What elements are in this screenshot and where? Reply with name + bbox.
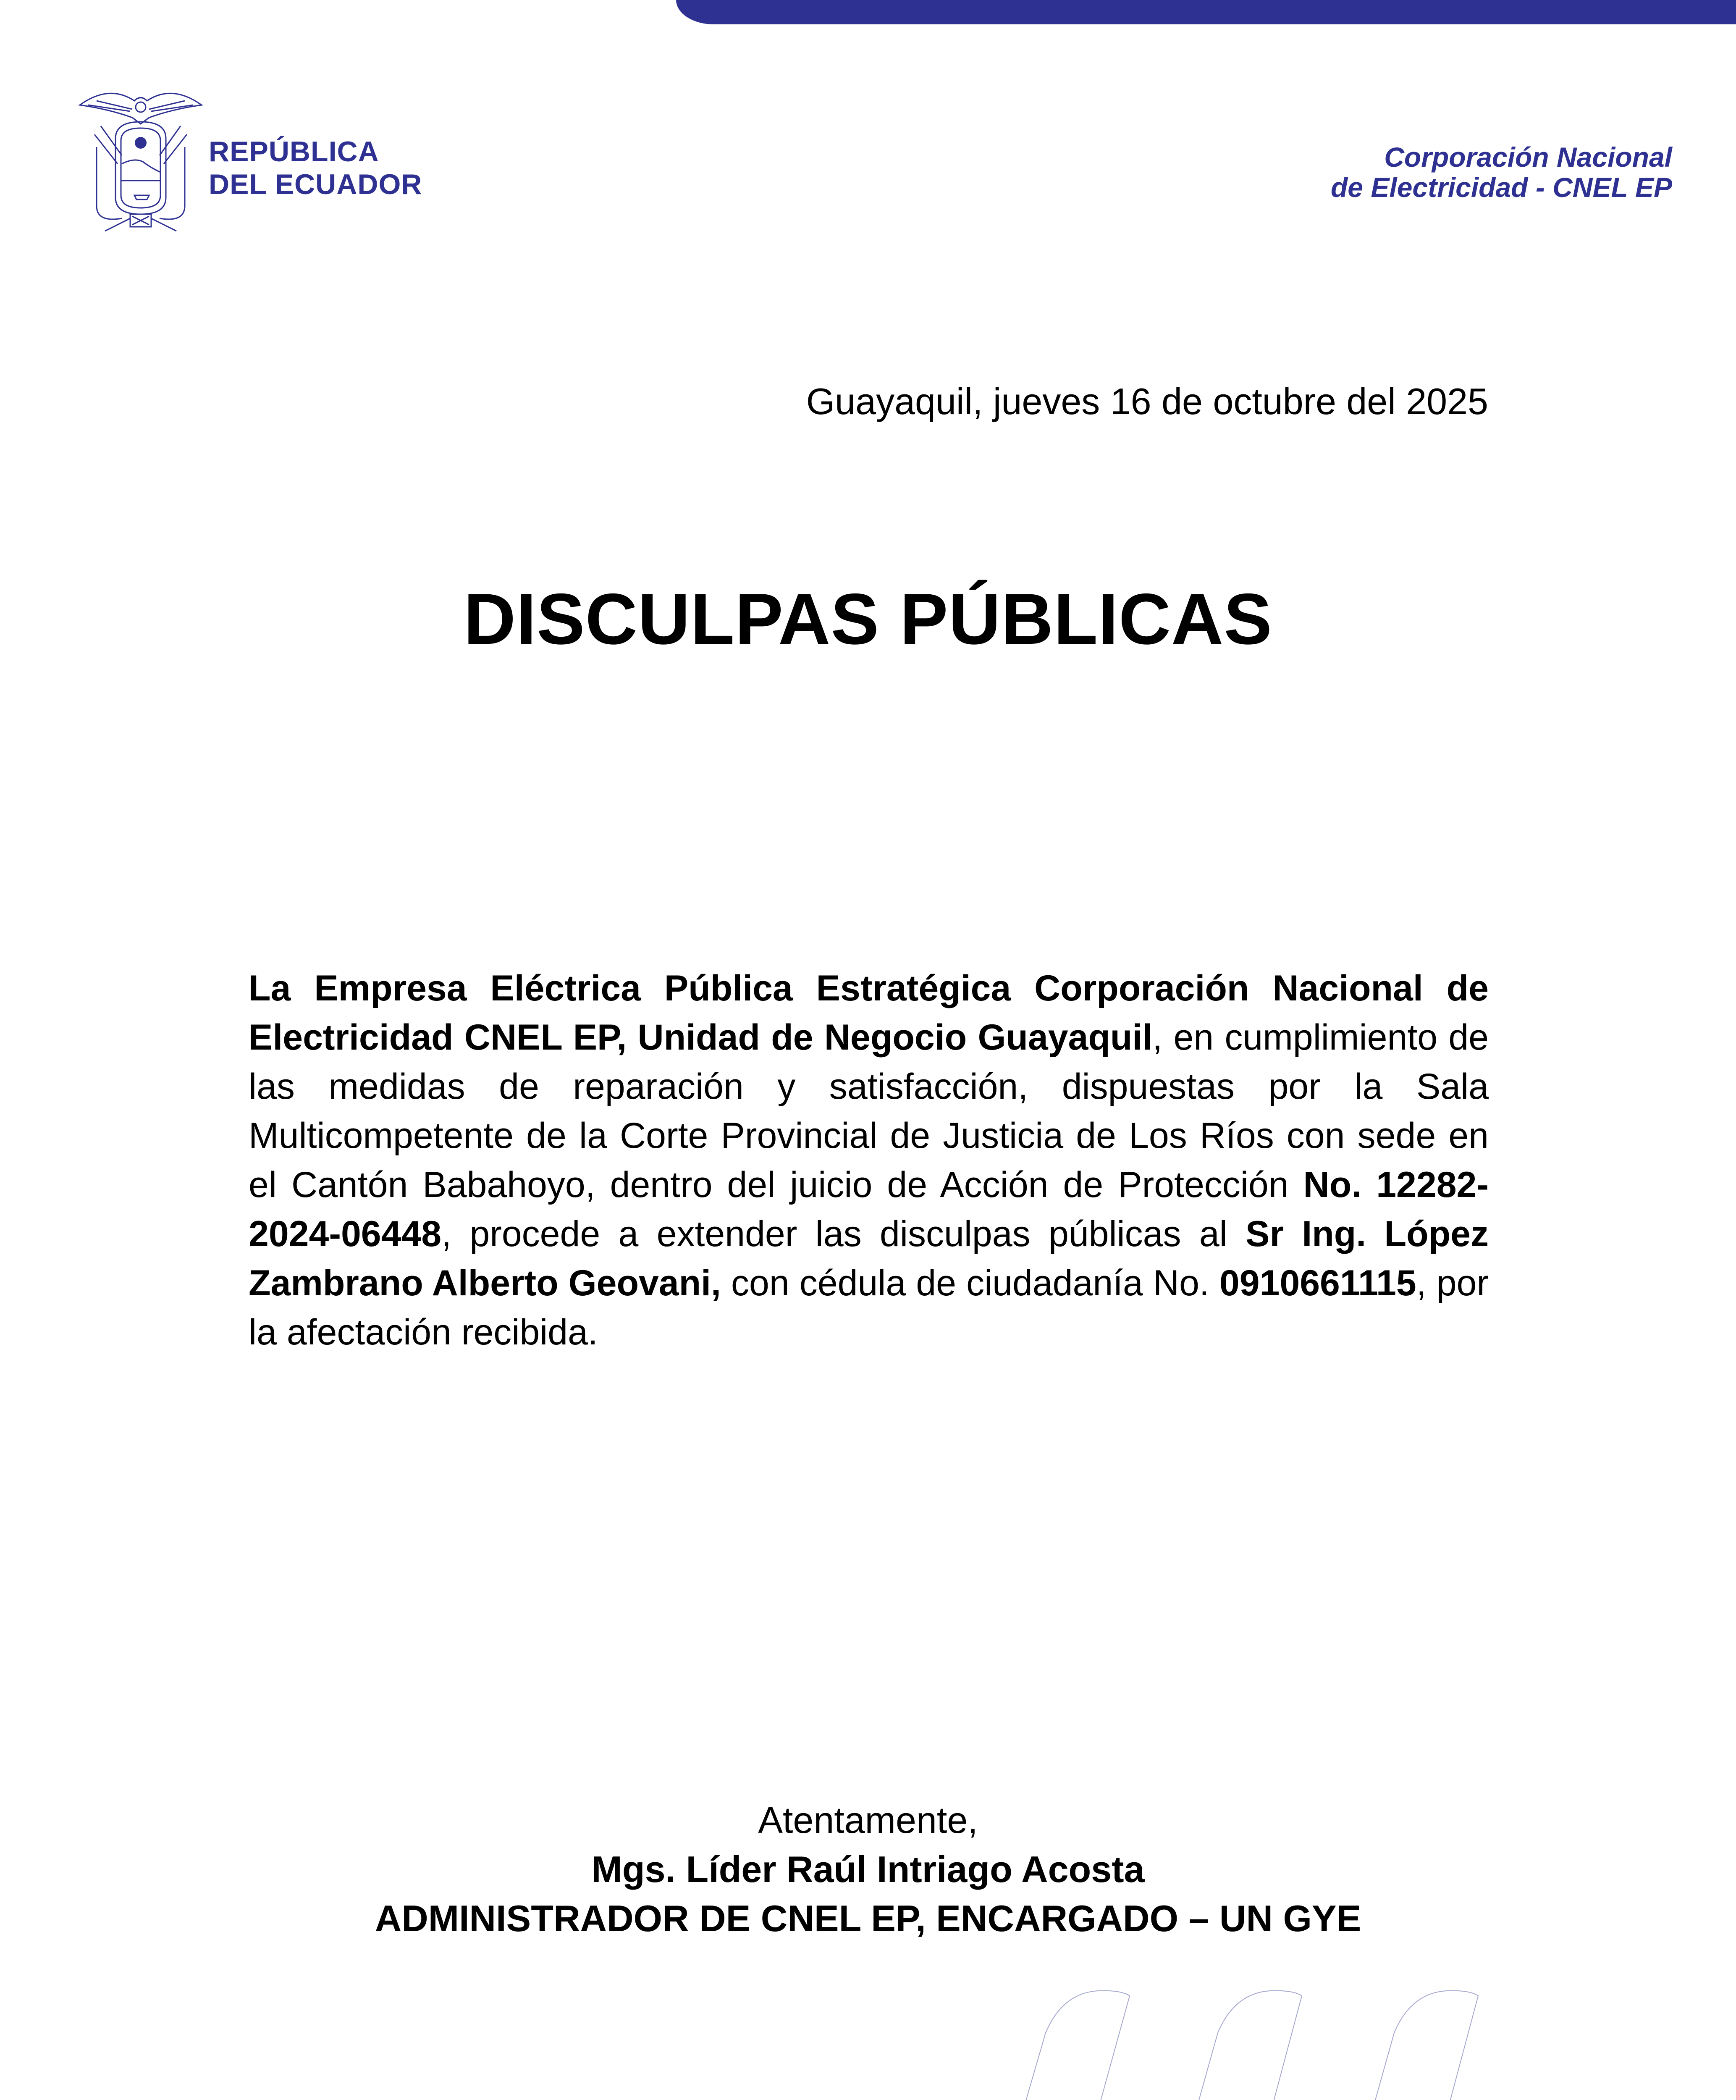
- letter-date: Guayaquil, jueves 16 de octubre del 2025: [806, 381, 1488, 422]
- signer-name: Mgs. Líder Raúl Intriago Acosta: [591, 1848, 1145, 1890]
- republica-del-ecuador-logo-text: [209, 135, 422, 201]
- header-accent-bar: [676, 0, 1736, 24]
- signature-block: [0, 1796, 1736, 1943]
- body-text-4: , por la afectación recibida.: [249, 1263, 1489, 1352]
- body-bold-case-number: No. 12282-2024-06448: [249, 1165, 1489, 1254]
- signer-title: ADMINISTRADOR DE CNEL EP, ENCARGADO – UN GYE: [375, 1898, 1361, 1939]
- coat-of-arms-icon: [71, 80, 210, 239]
- closing-text: Atentamente,: [758, 1799, 978, 1841]
- body-bold-recipient: Sr Ing. López Zambrano Alberto Geovani,: [249, 1214, 1489, 1303]
- body-bold-entity: La Empresa Eléctrica Pública Estratégica Corporación Nacional de Electricidad CNEL EP, Unidad de Negocio Guayaquil: [249, 968, 1489, 1058]
- decorative-arc-lines: [924, 1974, 1736, 2100]
- body-text-2: , procede a extender las disculpas públicas al: [441, 1214, 1246, 1254]
- letter-title: DISCULPAS PÚBLICAS: [463, 579, 1273, 659]
- org-line-1: Corporación Nacional: [1384, 142, 1672, 173]
- republica-line-1: REPÚBLICA: [209, 136, 379, 168]
- letter-body: [249, 964, 1489, 1357]
- body-text-1: , en cumplimiento de las medidas de reparación y satisfacción, dispuestas por la Sala Multicompetente de la Corte Provincial de Justicia de Los Ríos con sede en el Cantón Babahoyo, dentro del juicio de Acción de Protección: [249, 1017, 1489, 1205]
- body-text-3: con cédula de ciudadanía No.: [721, 1263, 1219, 1303]
- body-bold-id-number: 0910661115: [1219, 1263, 1416, 1303]
- cnel-ep-logo-text: [1331, 142, 1672, 202]
- org-line-2: de Electricidad - CNEL EP: [1330, 172, 1672, 203]
- republica-line-2: DEL ECUADOR: [209, 168, 422, 200]
